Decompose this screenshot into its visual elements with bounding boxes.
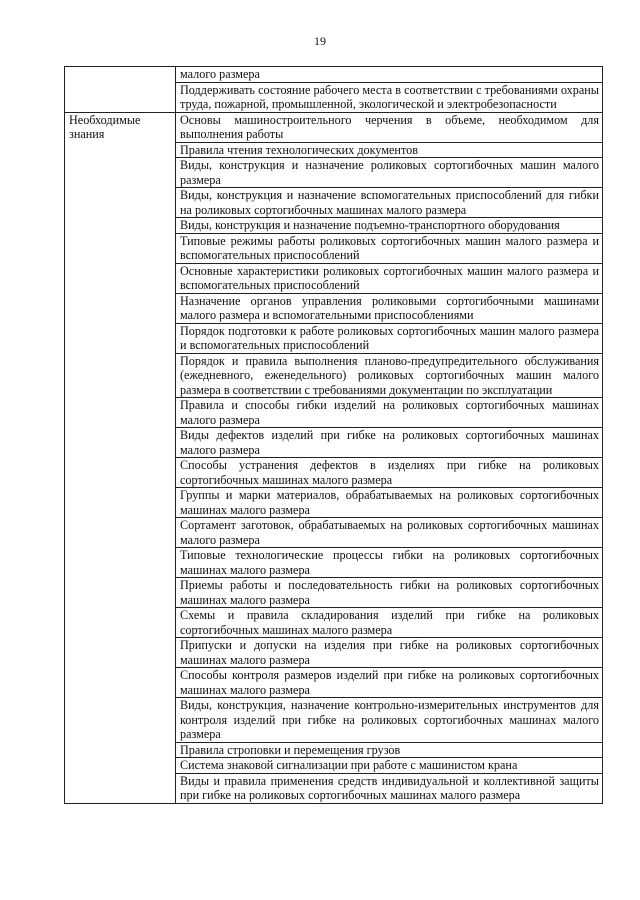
row-label-empty bbox=[65, 158, 176, 188]
table-row bbox=[65, 518, 603, 548]
table-row bbox=[65, 233, 603, 263]
table-row bbox=[65, 742, 603, 758]
table-row bbox=[65, 458, 603, 488]
table-row bbox=[65, 293, 603, 323]
row-label-empty bbox=[65, 428, 176, 458]
table-row bbox=[65, 67, 603, 83]
table-row bbox=[65, 158, 603, 188]
section-label-knowledge: Необходимые знания bbox=[65, 112, 176, 142]
knowledge-item: Типовые режимы работы роликовых сортогибочных машин малого размера и вспомогательных приспособлений bbox=[176, 233, 603, 263]
row-label-empty bbox=[65, 353, 176, 398]
page-number: 19 bbox=[314, 34, 326, 48]
table-row bbox=[65, 758, 603, 774]
knowledge-item: Основы машиностроительного черчения в объеме, необходимом для выполнения работы bbox=[176, 112, 603, 142]
table-row bbox=[65, 218, 603, 234]
row-label-empty bbox=[65, 668, 176, 698]
knowledge-item: Виды, конструкция, назначение контрольно-измерительных инструментов для контроля изделий при гибке на роликовых сортогибочных машинах малого размера bbox=[176, 698, 603, 743]
knowledge-item: Способы устранения дефектов в изделиях при гибке на роликовых сортогибочных машинах малого размера bbox=[176, 458, 603, 488]
row-label-empty bbox=[65, 773, 176, 803]
row-label-empty bbox=[65, 698, 176, 743]
row-label-empty bbox=[65, 218, 176, 234]
table-row bbox=[65, 263, 603, 293]
table-row bbox=[65, 608, 603, 638]
row-label-empty bbox=[65, 263, 176, 293]
knowledge-item: Типовые технологические процессы гибки на роликовых сортогибочных машинах малого размера bbox=[176, 548, 603, 578]
row-label-empty bbox=[65, 398, 176, 428]
table-row bbox=[65, 82, 603, 112]
knowledge-item: Сортамент заготовок, обрабатываемых на роликовых сортогибочных машинах малого размера bbox=[176, 518, 603, 548]
table-row bbox=[65, 638, 603, 668]
knowledge-item: Правила и способы гибки изделий на роликовых сортогибочных машинах малого размера bbox=[176, 398, 603, 428]
table-row bbox=[65, 142, 603, 158]
knowledge-item: Виды, конструкция и назначение вспомогательных приспособлений для гибки на роликовых сортогибочных машинах малого размера bbox=[176, 188, 603, 218]
knowledge-item: Схемы и правила складирования изделий при гибке на роликовых сортогибочных машинах малого размера bbox=[176, 608, 603, 638]
knowledge-item: Виды дефектов изделий при гибке на роликовых сортогибочных машинах малого размера bbox=[176, 428, 603, 458]
row-label-empty bbox=[65, 233, 176, 263]
table-row bbox=[65, 773, 603, 803]
table-body bbox=[65, 67, 603, 804]
table-row bbox=[65, 578, 603, 608]
row-label-empty bbox=[65, 488, 176, 518]
knowledge-item: Группы и марки материалов, обрабатываемых на роликовых сортогибочных машинах малого размера bbox=[176, 488, 603, 518]
row-label-empty bbox=[65, 142, 176, 158]
table-row bbox=[65, 188, 603, 218]
row-label-empty bbox=[65, 578, 176, 608]
table-row bbox=[65, 488, 603, 518]
knowledge-item: Система знаковой сигнализации при работе с машинистом крана bbox=[176, 758, 603, 774]
table-row bbox=[65, 428, 603, 458]
knowledge-item: Порядок подготовки к работе роликовых сортогибочных машин малого размера и вспомогательных приспособлений bbox=[176, 323, 603, 353]
row-label-empty bbox=[65, 293, 176, 323]
table-row bbox=[65, 112, 603, 142]
row-label-empty bbox=[65, 742, 176, 758]
table-row bbox=[65, 398, 603, 428]
requirement-item: малого размера bbox=[176, 67, 603, 83]
knowledge-item: Правила чтения технологических документов bbox=[176, 142, 603, 158]
row-label-empty bbox=[65, 758, 176, 774]
knowledge-item: Виды, конструкция и назначение роликовых сортогибочных машин малого размера bbox=[176, 158, 603, 188]
row-label-empty bbox=[65, 458, 176, 488]
row-label-empty bbox=[65, 67, 176, 83]
row-label-empty bbox=[65, 188, 176, 218]
row-label-empty bbox=[65, 323, 176, 353]
knowledge-item: Приемы работы и последовательность гибки на роликовых сортогибочных машинах малого размера bbox=[176, 578, 603, 608]
knowledge-item: Назначение органов управления роликовыми сортогибочными машинами малого размера и вспомогательными приспособлениями bbox=[176, 293, 603, 323]
table-row bbox=[65, 668, 603, 698]
knowledge-item: Порядок и правила выполнения планово-предупредительного обслуживания (ежедневного, еженедельного) роликовых сортогибочных машин малого размера в соответствии с требованиями документации по эксплуатации bbox=[176, 353, 603, 398]
knowledge-item: Основные характеристики роликовых сортогибочных машин малого размера и вспомогательных приспособлений bbox=[176, 263, 603, 293]
table-row bbox=[65, 323, 603, 353]
row-label-empty bbox=[65, 82, 176, 112]
knowledge-item: Виды и правила применения средств индивидуальной и коллективной защиты при гибке на роликовых сортогибочных машинах малого размера bbox=[176, 773, 603, 803]
row-label-empty bbox=[65, 518, 176, 548]
row-label-empty bbox=[65, 548, 176, 578]
table-row bbox=[65, 353, 603, 398]
table-row bbox=[65, 698, 603, 743]
knowledge-item: Припуски и допуски на изделия при гибке на роликовых сортогибочных машинах малого размера bbox=[176, 638, 603, 668]
requirement-item: Поддерживать состояние рабочего места в соответствии с требованиями охраны труда, пожарной, промышленной, экологической и электробезопасности bbox=[176, 82, 603, 112]
knowledge-item: Виды, конструкция и назначение подъемно-транспортного оборудования bbox=[176, 218, 603, 234]
knowledge-item: Способы контроля размеров изделий при гибке на роликовых сортогибочных машинах малого размера bbox=[176, 668, 603, 698]
row-label-empty bbox=[65, 608, 176, 638]
competency-table bbox=[64, 66, 603, 804]
knowledge-item: Правила строповки и перемещения грузов bbox=[176, 742, 603, 758]
table-row bbox=[65, 548, 603, 578]
row-label-empty bbox=[65, 638, 176, 668]
